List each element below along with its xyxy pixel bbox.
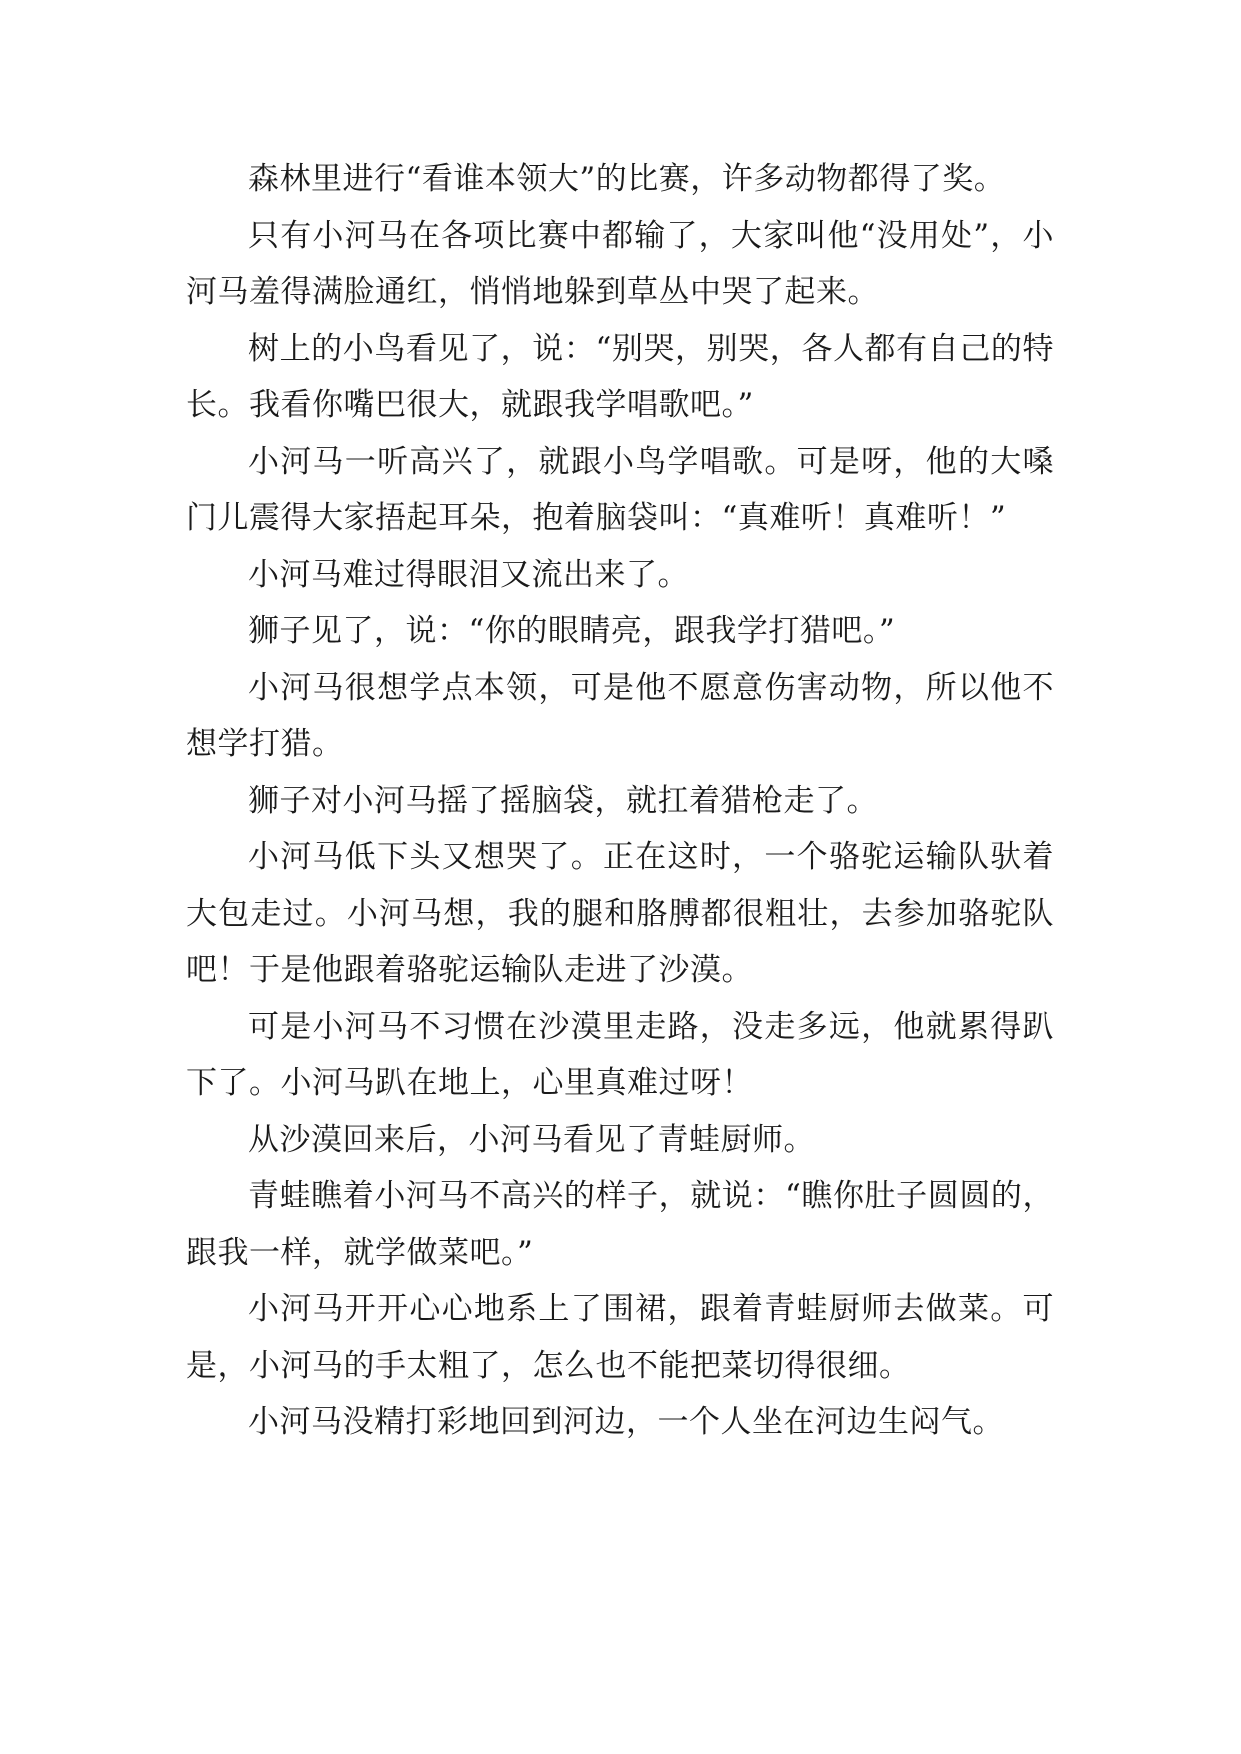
- paragraph-6: 狮子见了，说：“你的眼睛亮，跟我学打猎吧。”: [248, 613, 896, 649]
- paragraph-9: 小河马低下头又想哭了。正在这时，一个骆驼运输队驮着大包走过。小河马想，我的腿和胳膊都很粗壮，去参加骆驼队吧！于是他跟着骆驼运输队走进了沙漠。: [186, 839, 1054, 988]
- paragraph-12: 青蛙瞧着小河马不高兴的样子，就说：“瞧你肚子圆圆的，跟我一样，就学做菜吧。”: [186, 1178, 1054, 1271]
- paragraph-4: 小河马一听高兴了，就跟小鸟学唱歌。可是呀，他的大嗓门儿震得大家捂起耳朵，抱着脑袋叫：“真难听！真难听！”: [186, 443, 1054, 536]
- paragraph-7: 小河马很想学点本领，可是他不愿意伤害动物，所以他不想学打猎。: [186, 669, 1054, 762]
- paragraph-2: 只有小河马在各项比赛中都输了，大家叫他“没用处”，小河马羞得满脸通红，悄悄地躲到草丛中哭了起来。: [186, 217, 1054, 310]
- paragraph-1: 森林里进行“看谁本领大”的比赛，许多动物都得了奖。: [248, 161, 1006, 197]
- paragraph-3: 树上的小鸟看见了，说：“别哭，别哭，各人都有自己的特长。我看你嘴巴很大，就跟我学唱歌吧。”: [186, 330, 1054, 423]
- paragraph-10: 可是小河马不习惯在沙漠里走路，没走多远，他就累得趴下了。小河马趴在地上，心里真难过呀！: [186, 1008, 1054, 1101]
- paragraph-11: 从沙漠回来后，小河马看见了青蛙厨师。: [248, 1121, 815, 1158]
- paragraph-13: 小河马开开心心地系上了围裙，跟着青蛙厨师去做菜。可是，小河马的手太粗了，怎么也不能把菜切得很细。: [186, 1291, 1054, 1384]
- paragraph-14: 小河马没精打彩地回到河边，一个人坐在河边生闷气。: [248, 1404, 1004, 1440]
- paragraph-5: 小河马难过得眼泪又流出来了。: [248, 556, 689, 593]
- story-body: [186, 151, 1054, 1451]
- paragraph-8: 狮子对小河马摇了摇脑袋，就扛着猎枪走了。: [248, 782, 878, 819]
